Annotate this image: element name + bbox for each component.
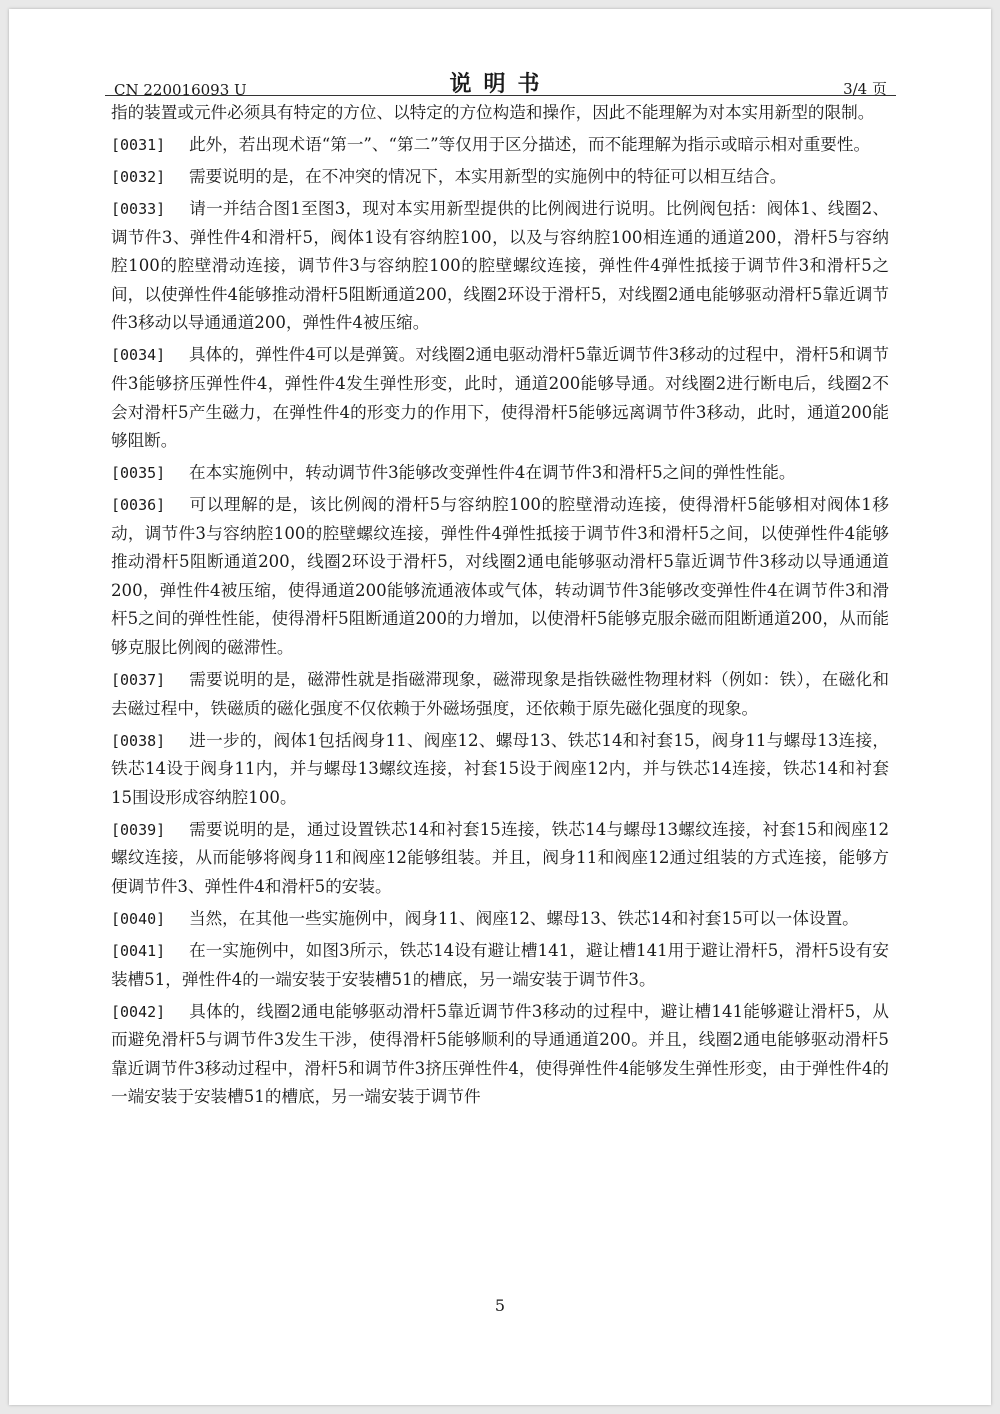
paragraph-number: [0036] <box>111 496 166 515</box>
paragraph <box>111 459 889 488</box>
paragraph-number: [0034] <box>111 346 166 365</box>
paragraph-text: 进一步的，阀体1包括阀身11、阀座12、螺母13、铁芯14和衬套15，阀身11与螺母13连接，铁芯14设于阀身11内，并与螺母13螺纹连接，衬套15设于阀座12内，并与铁芯14连接，铁芯14和衬套15围设形成容纳腔100。 <box>111 730 889 807</box>
paragraph-text: 具体的，弹性件4可以是弹簧。对线圈2通电驱动滑杆5靠近调节件3移动的过程中，滑杆5和调节件3能够挤压弹性件4，弹性件4发生弹性形变，此时，通道200能够导通。对线圈2进行断电后，线圈2不会对滑杆5产生磁力，在弹性件4的形变力的作用下，使得滑杆5能够远离调节件3移动，此时，通道200能够阻断。 <box>111 345 889 451</box>
paragraph-text: 需要说明的是，通过设置铁芯14和衬套15连接，铁芯14与螺母13螺纹连接，衬套15和阀座12螺纹连接，从而能够将阀身11和阀座12能够组装。并且，阀身11和阀座12通过组装的方式连接，能够方便调节件3、弹性件4和滑杆5的安装。 <box>111 819 889 896</box>
document-body <box>111 99 889 1115</box>
paragraph <box>111 131 889 160</box>
paragraph-text: 当然，在其他一些实施例中，阀身11、阀座12、螺母13、铁芯14和衬套15可以一体设置。 <box>189 908 859 928</box>
paragraph-text: 在一实施例中，如图3所示，铁芯14设有避让槽141，避让槽141用于避让滑杆5，滑杆5设有安装槽51，弹性件4的一端安装于安装槽51的槽底，另一端安装于调节件3。 <box>111 940 889 989</box>
paragraph-number: [0041] <box>111 941 166 960</box>
paragraph-number: [0033] <box>111 199 166 218</box>
paragraph-number: [0042] <box>111 1002 166 1021</box>
paragraph <box>111 163 889 192</box>
paragraph-number: [0031] <box>111 135 166 154</box>
paragraph-text: 指的装置或元件必须具有特定的方位、以特定的方位构造和操作，因此不能理解为对本实用新型的限制。 <box>111 103 875 122</box>
paragraph-text: 需要说明的是，在不冲突的情况下，本实用新型的实施例中的特征可以相互结合。 <box>189 166 787 186</box>
paragraph-text: 在本实施例中，转动调节件3能够改变弹性件4在调节件3和滑杆5之间的弹性性能。 <box>189 463 796 483</box>
patent-number: CN 220016093 U <box>114 81 247 99</box>
paragraph <box>111 195 889 338</box>
document-title: 说明书 <box>449 71 552 97</box>
paragraph <box>111 666 889 723</box>
paragraph <box>111 998 889 1112</box>
paragraph-number: [0032] <box>111 167 166 186</box>
paragraph <box>111 491 889 663</box>
paragraph-text: 此外，若出现术语“第一”、“第二”等仅用于区分描述，而不能理解为指示或暗示相对重要性。 <box>189 134 871 154</box>
paragraph <box>111 727 889 813</box>
paragraph-number: [0037] <box>111 671 166 690</box>
paragraph <box>111 99 889 128</box>
page-count: 3/4 页 <box>843 80 887 98</box>
paragraph <box>111 816 889 902</box>
paragraph <box>111 905 889 934</box>
paragraph-text: 可以理解的是，该比例阀的滑杆5与容纳腔100的腔壁滑动连接，使得滑杆5能够相对阀体1移动，调节件3与容纳腔100的腔壁螺纹连接，弹性件4弹性抵接于调节件3和滑杆5之间，以使弹性件4能够推动滑杆5阻断通道200，线圈2环设于滑杆5，对线圈2通电能够驱动滑杆5靠近调节件3移动以导通通道200，弹性件4被压缩，使得通道200能够流通液体或气体，转动调节件3能够改变弹性件4在调节件3和滑杆5之间的弹性性能，使得滑杆5阻断通道200的力增加，以使滑杆5能够克服余磁而阻断通道200，从而能够克服比例阀的磁滞性。 <box>111 495 889 658</box>
paragraph-number: [0038] <box>111 731 166 750</box>
paragraph-number: [0040] <box>111 909 166 928</box>
header-rule <box>105 95 896 96</box>
paragraph <box>111 937 889 994</box>
paragraph-text: 需要说明的是，磁滞性就是指磁滞现象，磁滞现象是指铁磁性物理材料（例如：铁），在磁化和去磁过程中，铁磁质的磁化强度不仅依赖于外磁场强度，还依赖于原先磁化强度的现象。 <box>111 670 889 718</box>
paragraph-text: 具体的，线圈2通电能够驱动滑杆5靠近调节件3移动的过程中，避让槽141能够避让滑杆5，从而避免滑杆5与调节件3发生干涉，使得滑杆5能够顺利的导通通道200。并且，线圈2通电能够驱动滑杆5靠近调节件3移动过程中，滑杆5和调节件3挤压弹性件4，使得弹性件4能够发生弹性形变，由于弹性件4的一端安装于安装槽51的槽底，另一端安装于调节件 <box>111 1001 889 1107</box>
paragraph-number: [0035] <box>111 464 166 483</box>
paragraph-number: [0039] <box>111 820 166 839</box>
page-number: 5 <box>494 1296 506 1315</box>
paragraph <box>111 341 889 455</box>
paragraph-text: 请一并结合图1至图3，现对本实用新型提供的比例阀进行说明。比例阀包括：阀体1、线圈2、调节件3、弹性件4和滑杆5，阀体1设有容纳腔100，以及与容纳腔100相连通的通道200，滑杆5与容纳腔100的腔壁滑动连接，调节件3与容纳腔100的腔壁螺纹连接，弹性件4弹性抵接于调节件3和滑杆5之间，以使弹性件4能够推动滑杆5阻断通道200，线圈2环设于滑杆5，对线圈2通电能够驱动滑杆5靠近调节件3移动以导通通道200，弹性件4被压缩。 <box>111 198 889 333</box>
